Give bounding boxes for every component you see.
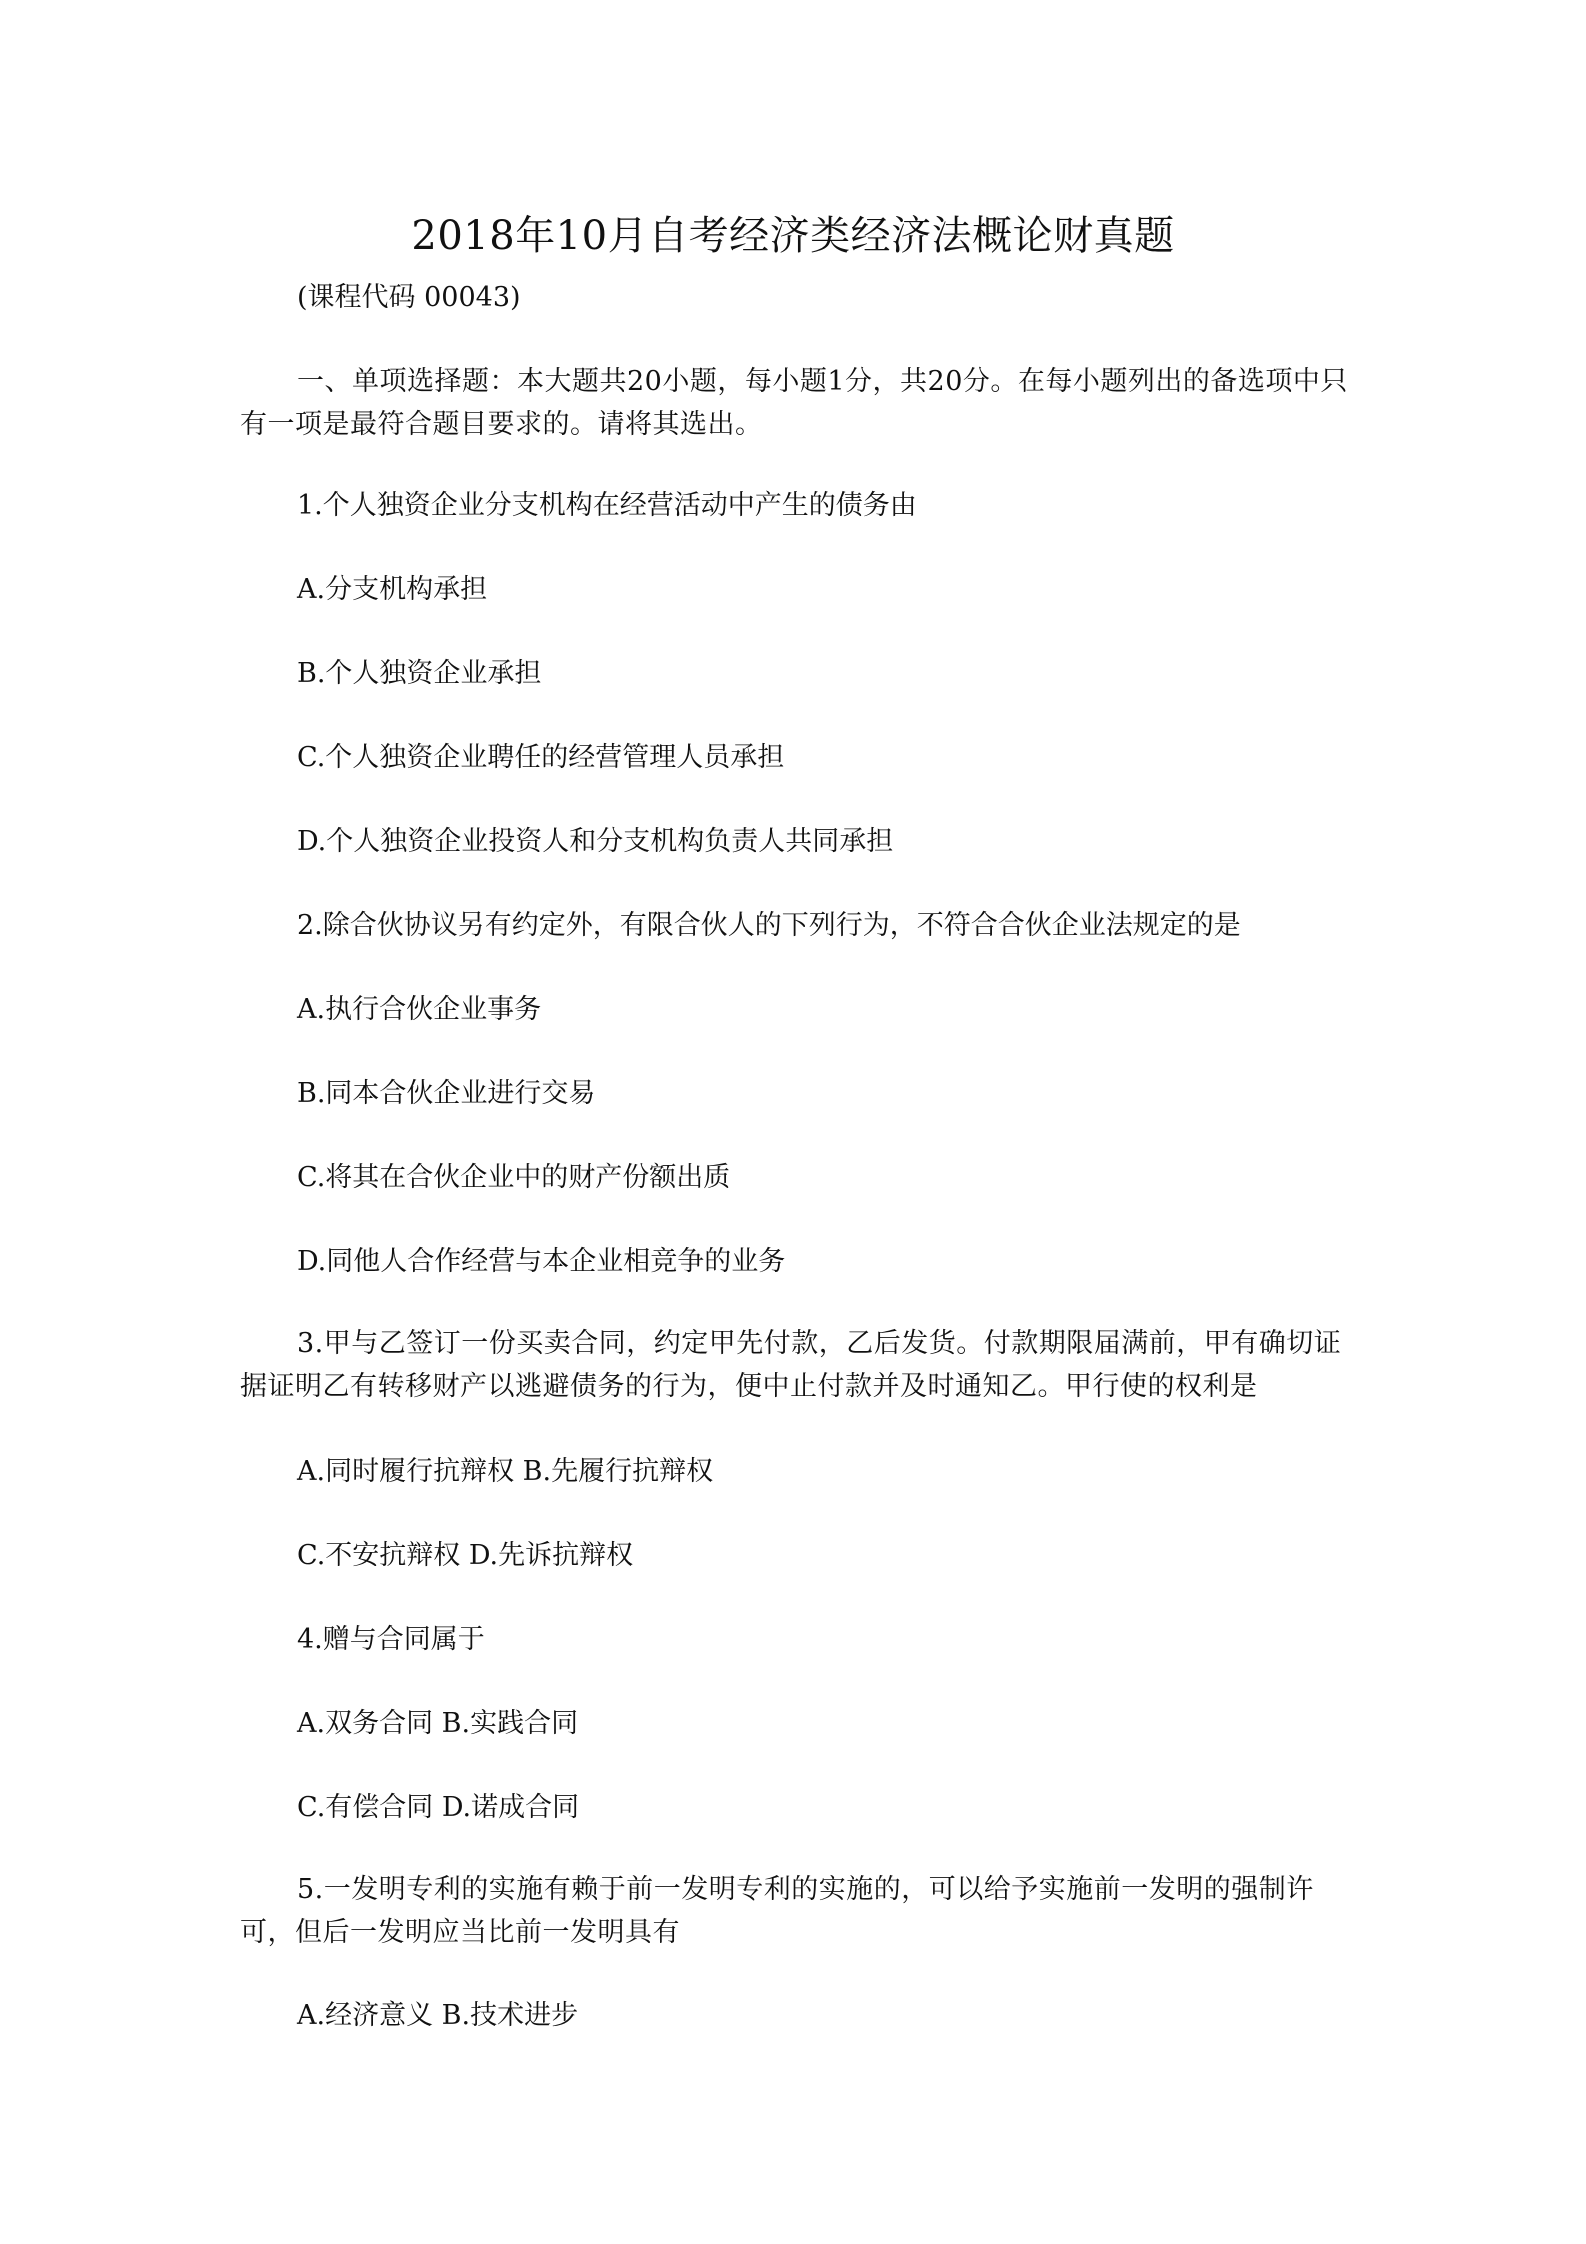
question-1-option-b: B.个人独资企业承担 (297, 658, 542, 689)
course-code: (课程代码 00043) (297, 282, 521, 313)
question-1-option-a: A.分支机构承担 (297, 574, 488, 605)
question-5-stem: 5.一发明专利的实施有赖于前一发明专利的实施的，可以给予实施前一发明的强制许可，但后一发明应当比前一发明具有 (240, 1874, 1314, 1948)
question-2-option-a: A.执行合伙企业事务 (297, 994, 542, 1025)
question-3-stem: 3.甲与乙签订一份买卖合同，约定甲先付款，乙后发货。付款期限届满前，甲有确切证据证明乙有转移财产以逃避债务的行为，便中止付款并及时通知乙。甲行使的权利是 (240, 1328, 1342, 1402)
question-1-option-d: D.个人独资企业投资人和分支机构负责人共同承担 (297, 826, 894, 857)
document-title: 2018年10月自考经济类经济法概论财真题 (411, 213, 1175, 259)
question-2-option-b: B.同本合伙企业进行交易 (297, 1078, 596, 1109)
question-2-option-c: C.将其在合伙企业中的财产份额出质 (297, 1162, 731, 1193)
question-1-option-c: C.个人独资企业聘任的经营管理人员承担 (297, 742, 785, 773)
question-3-options-ab: A.同时履行抗辩权 B.先履行抗辩权 (297, 1456, 714, 1487)
question-2-stem: 2.除合伙协议另有约定外，有限合伙人的下列行为，不符合合伙企业法规定的是 (297, 910, 1241, 941)
question-3-options-cd: C.不安抗辩权 D.先诉抗辩权 (297, 1540, 634, 1571)
question-4-stem: 4.赠与合同属于 (297, 1624, 485, 1655)
section-instructions: 一、单项选择题：本大题共20小题，每小题1分，共20分。在每小题列出的备选项中只有一项是最符合题目要求的。请将其选出。 (240, 366, 1348, 440)
question-1-stem: 1.个人独资企业分支机构在经营活动中产生的债务由 (297, 490, 917, 521)
question-5-options-ab: A.经济意义 B.技术进步 (297, 2000, 579, 2031)
question-4-options-cd: C.有偿合同 D.诺成合同 (297, 1792, 580, 1823)
question-2-option-d: D.同他人合作经营与本企业相竞争的业务 (297, 1246, 786, 1277)
question-4-options-ab: A.双务合同 B.实践合同 (297, 1708, 579, 1739)
